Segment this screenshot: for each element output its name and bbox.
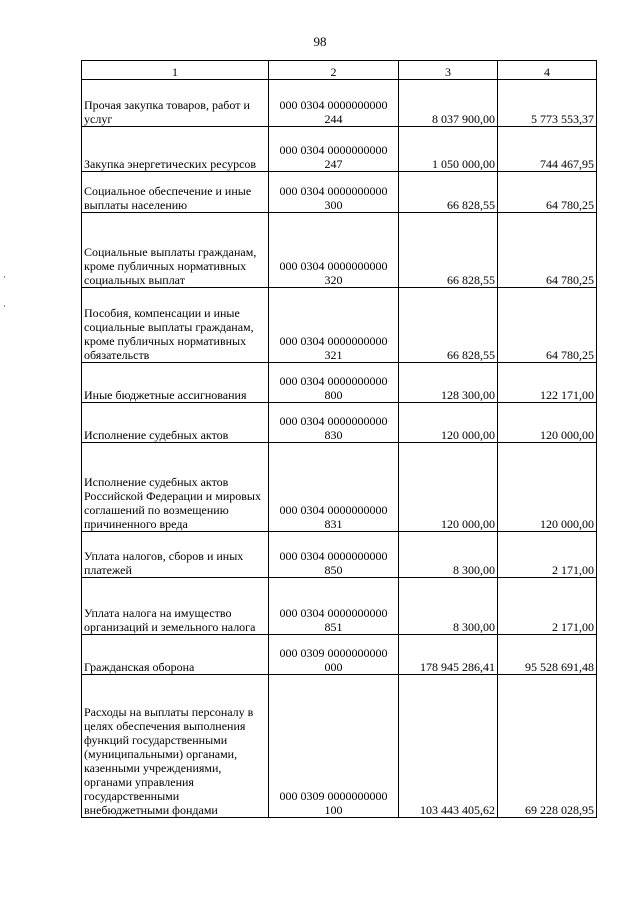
code-line-1: 000 0304 0000000000: [279, 334, 388, 348]
row-code: [269, 80, 399, 127]
code-line-2: 320: [324, 273, 343, 287]
row-name: Закупка энергетических ресурсов: [82, 127, 269, 172]
row-code: [269, 288, 399, 363]
page-number: 98: [313, 34, 327, 49]
row-code: [269, 363, 399, 403]
row-col3-value: 8 300,00: [399, 578, 498, 635]
code-line-2: 000: [324, 660, 343, 674]
row-col3-value: 66 828,55: [399, 172, 498, 213]
row-code: [269, 172, 399, 213]
table-row: [82, 443, 597, 532]
table-row: [82, 635, 597, 675]
row-col4-value: 64 780,25: [498, 213, 597, 288]
table-row: [82, 578, 597, 635]
row-name: Расходы на выплаты персоналу в целях обеспечения выполнения функций государственными (муниципальными) органами, казенными учреждениями, органами управления государственными внебюджетными фондами: [82, 675, 269, 818]
row-col4-value: 64 780,25: [498, 288, 597, 363]
row-col4-value: 95 528 691,48: [498, 635, 597, 675]
budget-table: [81, 60, 597, 818]
code-line-1: 000 0304 0000000000: [279, 143, 388, 157]
row-name: Уплата налога на имущество организаций и земельного налога: [82, 578, 269, 635]
row-code: [269, 578, 399, 635]
row-name: Пособия, компенсации и иные социальные выплаты гражданам, кроме публичных нормативных обязательств: [82, 288, 269, 363]
row-col4-value: 69 228 028,95: [498, 675, 597, 818]
code-line-1: 000 0304 0000000000: [279, 259, 388, 273]
row-col3-value: 1 050 000,00: [399, 127, 498, 172]
code-line-2: 244: [324, 112, 343, 126]
row-col4-value: 64 780,25: [498, 172, 597, 213]
row-col3-value: 120 000,00: [399, 403, 498, 443]
row-col4-value: 2 171,00: [498, 578, 597, 635]
row-name: Социальные выплаты гражданам, кроме публичных нормативных социальных выплат: [82, 213, 269, 288]
table-row: [82, 675, 597, 818]
header-row: [82, 61, 597, 80]
table-row: [82, 80, 597, 127]
row-code: [269, 635, 399, 675]
code-line-2: 100: [324, 803, 343, 817]
row-col4-value: 5 773 553,37: [498, 80, 597, 127]
row-col3-value: 128 300,00: [399, 363, 498, 403]
code-line-1: 000 0309 0000000000: [279, 789, 388, 803]
code-line-2: 831: [324, 517, 343, 531]
code-line-1: 000 0304 0000000000: [279, 503, 388, 517]
code-line-1: 000 0304 0000000000: [279, 414, 388, 428]
scan-mark: [4, 276, 5, 278]
header-col-2: 2: [269, 61, 399, 80]
code-line-1: 000 0304 0000000000: [279, 98, 388, 112]
table-row: [82, 532, 597, 578]
code-line-1: 000 0304 0000000000: [279, 606, 388, 620]
row-name: Исполнение судебных актов: [82, 403, 269, 443]
code-line-2: 851: [324, 620, 343, 634]
row-name: Исполнение судебных актов Российской Федерации и мировых соглашений по возмещению причиненного вреда: [82, 443, 269, 532]
row-col3-value: 120 000,00: [399, 443, 498, 532]
row-name: Социальное обеспечение и иные выплаты населению: [82, 172, 269, 213]
row-name: Гражданская оборона: [82, 635, 269, 675]
row-col4-value: 120 000,00: [498, 403, 597, 443]
row-code: [269, 127, 399, 172]
code-line-2: 247: [324, 157, 343, 171]
table-row: [82, 288, 597, 363]
row-col4-value: 2 171,00: [498, 532, 597, 578]
row-col4-value: 744 467,95: [498, 127, 597, 172]
row-col3-value: 66 828,55: [399, 288, 498, 363]
header-col-1: 1: [82, 61, 269, 80]
row-name: Иные бюджетные ассигнования: [82, 363, 269, 403]
row-col3-value: 178 945 286,41: [399, 635, 498, 675]
row-col4-value: 120 000,00: [498, 443, 597, 532]
row-code: [269, 443, 399, 532]
code-line-1: 000 0309 0000000000: [279, 646, 388, 660]
code-line-2: 830: [324, 428, 343, 442]
row-col4-value: 122 171,00: [498, 363, 597, 403]
table-row: [82, 172, 597, 213]
row-name: Прочая закупка товаров, работ и услуг: [82, 80, 269, 127]
row-code: [269, 213, 399, 288]
code-line-2: 300: [324, 198, 343, 212]
table-row: [82, 213, 597, 288]
row-col3-value: 8 300,00: [399, 532, 498, 578]
table-row: [82, 127, 597, 172]
code-line-2: 321: [324, 348, 343, 362]
row-col3-value: 8 037 900,00: [399, 80, 498, 127]
header-col-3: 3: [399, 61, 498, 80]
code-line-1: 000 0304 0000000000: [279, 374, 388, 388]
code-line-1: 000 0304 0000000000: [279, 549, 388, 563]
row-code: [269, 403, 399, 443]
row-col3-value: 66 828,55: [399, 213, 498, 288]
code-line-2: 850: [324, 563, 343, 577]
scan-mark: [4, 305, 5, 307]
table-row: [82, 403, 597, 443]
row-name: Уплата налогов, сборов и иных платежей: [82, 532, 269, 578]
code-line-2: 800: [324, 388, 343, 402]
header-col-4: 4: [498, 61, 597, 80]
row-code: [269, 532, 399, 578]
code-line-1: 000 0304 0000000000: [279, 184, 388, 198]
table-row: [82, 363, 597, 403]
row-col3-value: 103 443 405,62: [399, 675, 498, 818]
row-code: [269, 675, 399, 818]
